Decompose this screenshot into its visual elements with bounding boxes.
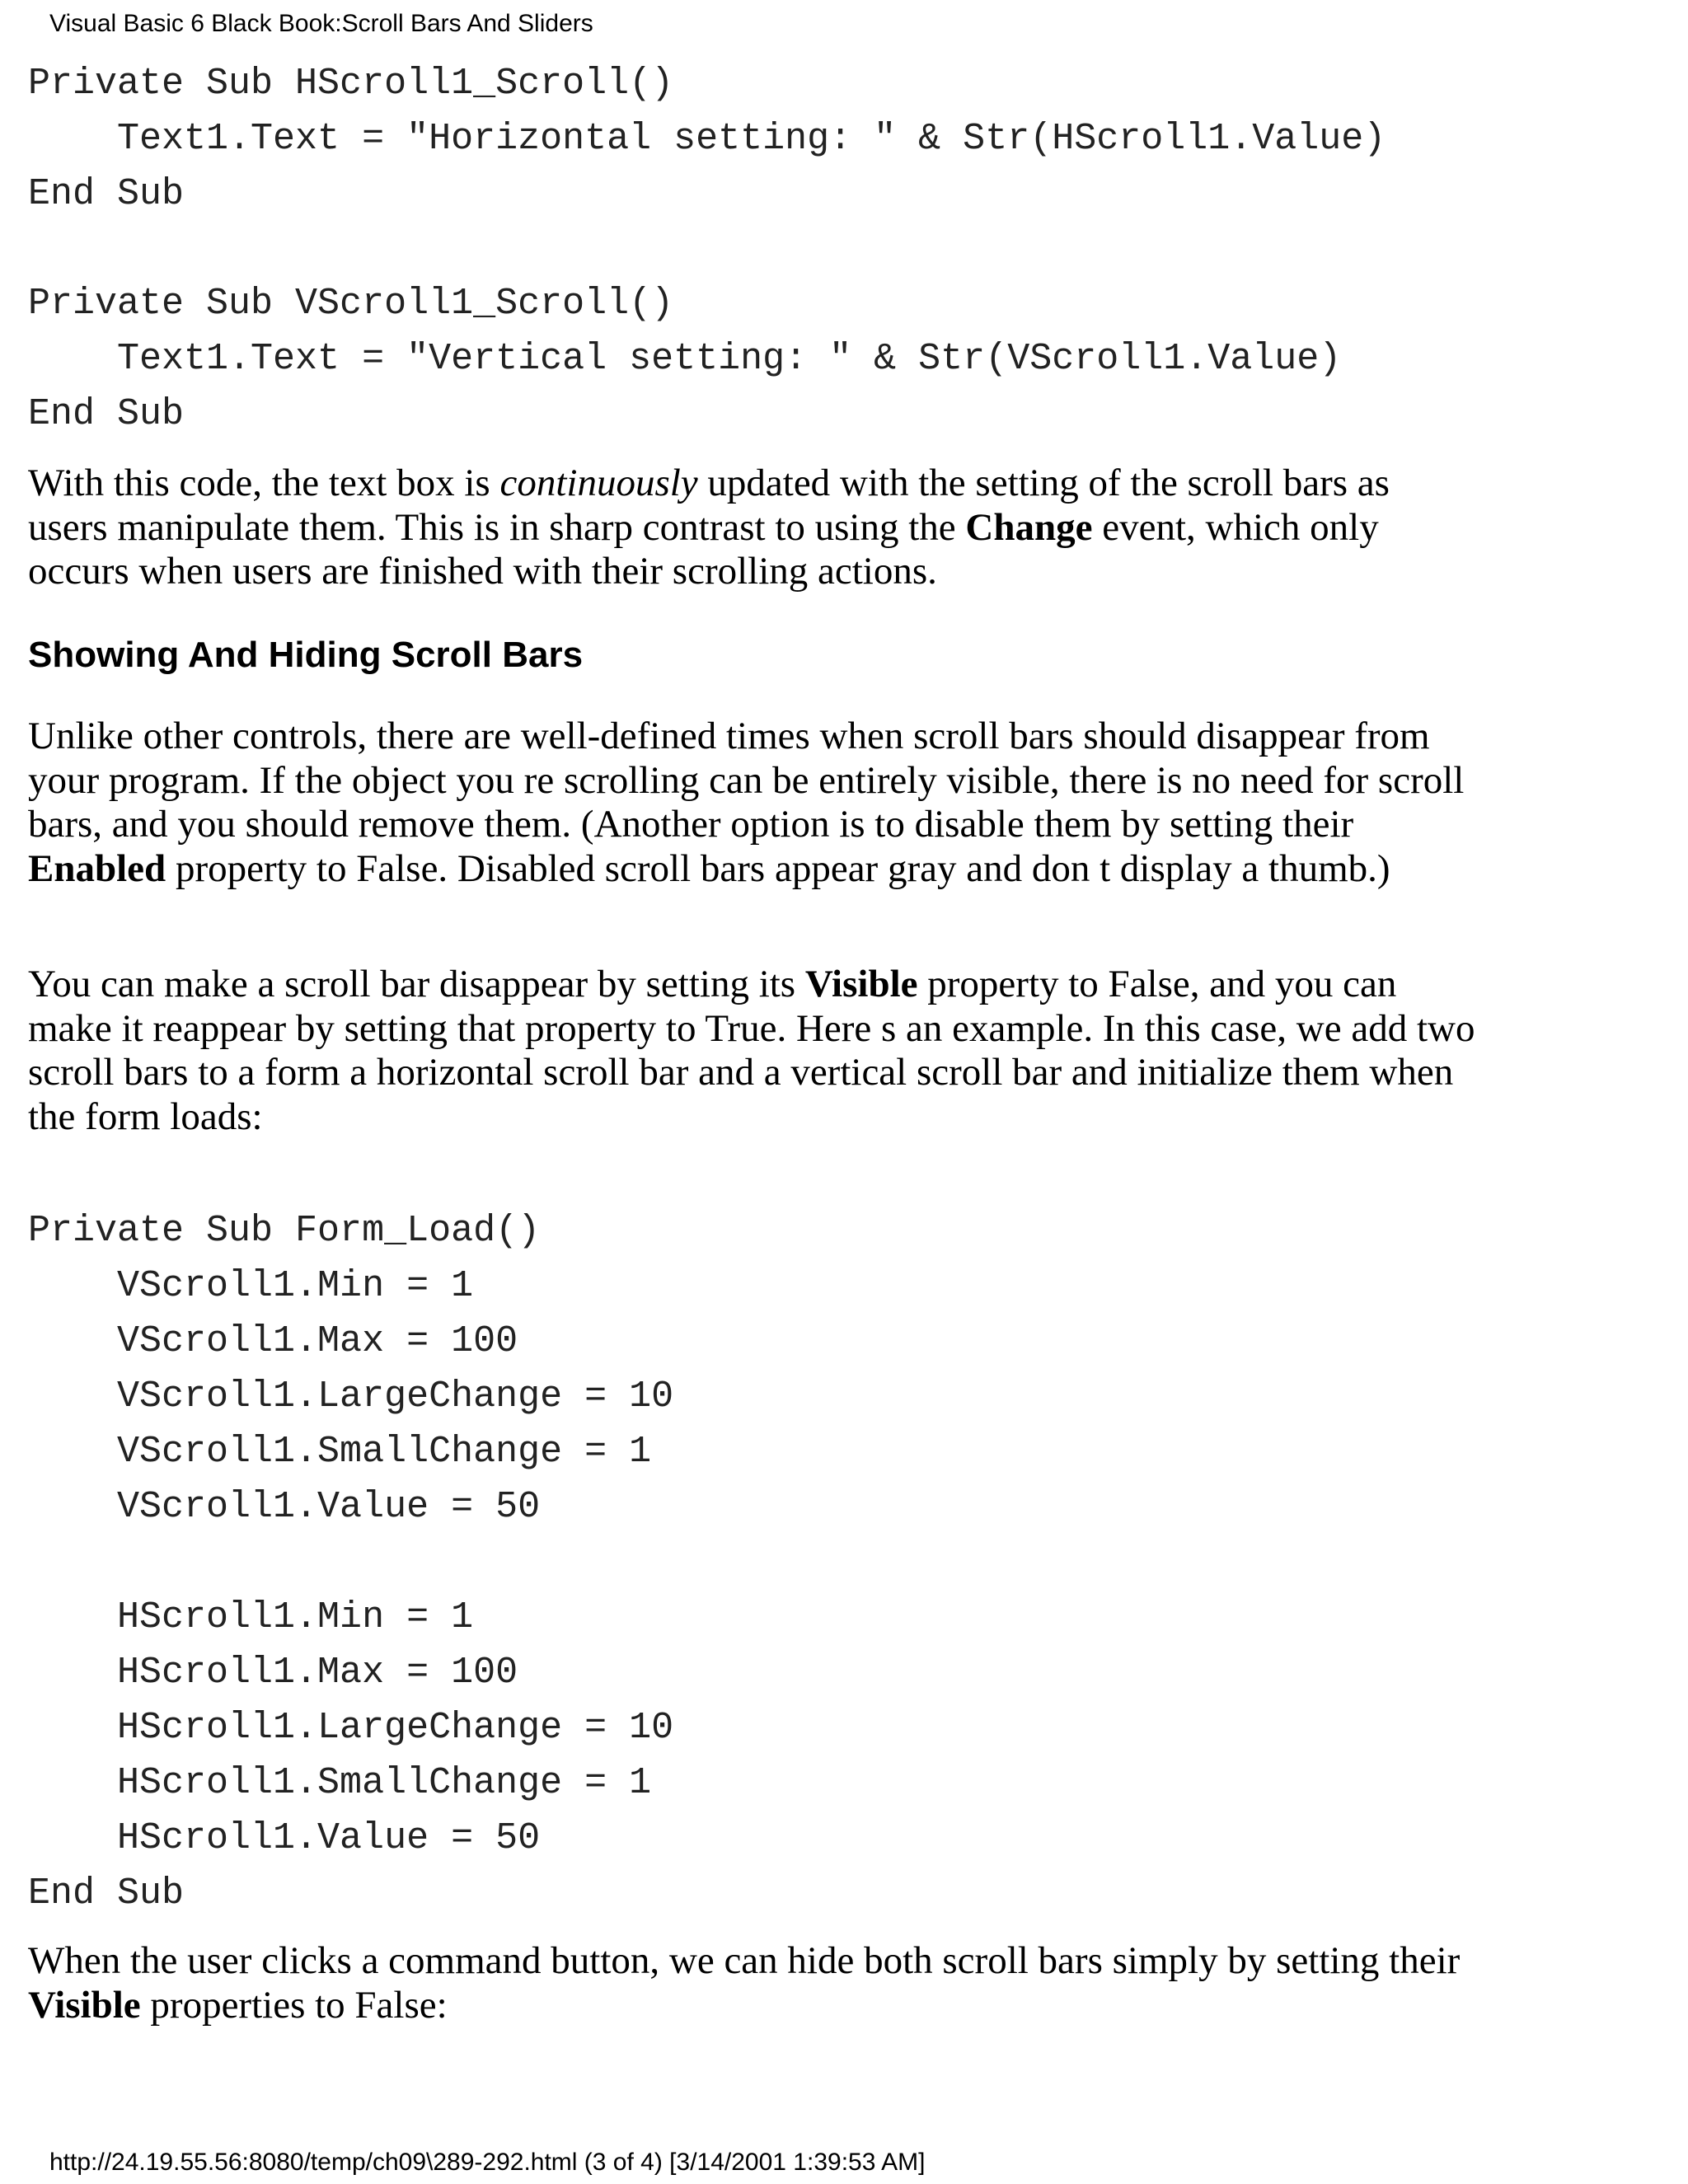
- paragraph-hide-scroll-bars: When the user clicks a command button, we can hide both scroll bars simply by setting their Visible properties to False:: [28, 1939, 1461, 2027]
- code-line: Text1.Text = "Vertical setting: " & Str(VScroll1.Value): [28, 338, 1342, 380]
- code-line: VScroll1.Min = 1: [28, 1265, 474, 1307]
- code-line: HScroll1.Max = 100: [28, 1652, 518, 1694]
- emphasis-continuously: continuously: [499, 462, 698, 504]
- section-heading: Showing And Hiding Scroll Bars: [28, 635, 584, 675]
- code-line: End Sub: [28, 393, 185, 435]
- code-line: Private Sub VScroll1_Scroll(): [28, 283, 674, 325]
- code-line: HScroll1.LargeChange = 10: [28, 1707, 674, 1749]
- page-footer-url: http://24.19.55.56:8080/temp/ch09\289-292.html (3 of 4) [3/14/2001 1:39:53 AM]: [49, 2149, 926, 2176]
- code-line: End Sub: [28, 173, 185, 215]
- code-line: VScroll1.LargeChange = 10: [28, 1376, 674, 1418]
- code-block-hscroll-scroll: [28, 56, 1386, 222]
- paragraph-continuous-update: With this code, the text box is continuously updated with the setting of the scroll bars as users manipulate them. This is in sharp contrast to using the Change event, which only occurs when users are finished with their scrolling actions.: [28, 462, 1390, 593]
- keyword-enabled: Enabled: [28, 846, 166, 890]
- page-header-title: Visual Basic 6 Black Book:Scroll Bars And Sliders: [49, 10, 593, 37]
- code-line: VScroll1.SmallChange = 1: [28, 1431, 652, 1473]
- code-line: Private Sub Form_Load(): [28, 1210, 541, 1252]
- code-line: HScroll1.Value = 50: [28, 1817, 541, 1859]
- code-line: VScroll1.Value = 50: [28, 1486, 541, 1528]
- keyword-change: Change: [965, 505, 1093, 549]
- code-line: VScroll1.Max = 100: [28, 1320, 518, 1362]
- code-line: End Sub: [28, 1872, 185, 1915]
- code-block-form-load: [28, 1203, 673, 1921]
- code-line: Text1.Text = "Horizontal setting: " & Str(HScroll1.Value): [28, 118, 1386, 160]
- keyword-visible: Visible: [804, 963, 918, 1005]
- code-line: HScroll1.SmallChange = 1: [28, 1762, 652, 1804]
- code-line: [28, 1535, 673, 1590]
- paragraph-visible-property: You can make a scroll bar disappear by setting its Visible property to False, and you can make it reappear by setting that property to True. Here s an example. In this case, we add two scroll bars to a form a horizontal scroll bar and a vertical scroll bar and initialize them when the form loads:: [28, 963, 1475, 1138]
- code-block-vscroll-scroll: [28, 276, 1341, 442]
- keyword-visible: Visible: [28, 1983, 141, 2027]
- code-line: HScroll1.Min = 1: [28, 1596, 474, 1638]
- code-line: Private Sub HScroll1_Scroll(): [28, 63, 674, 105]
- paragraph-when-to-hide: Unlike other controls, there are well-defined times when scroll bars should disappear from your program. If the object you re scrolling can be entirely visible, there is no need for scroll bars, and you should remove them. (Another option is to disable them by setting their Enabled property to False. Disabled scroll bars appear gray and don t display a thumb.): [28, 715, 1465, 890]
